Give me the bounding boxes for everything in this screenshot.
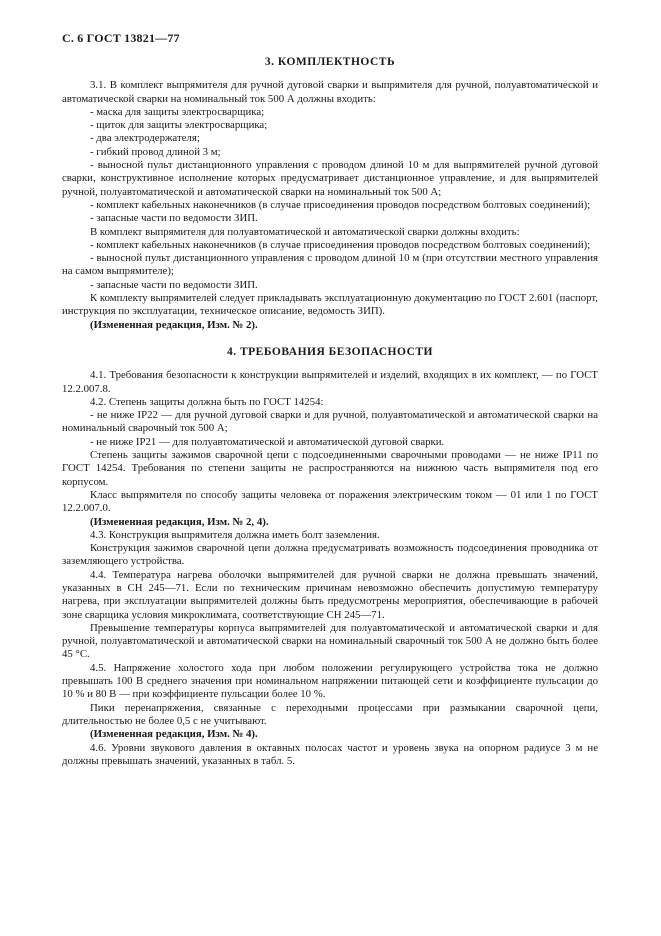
paragraph: 4.1. Требования безопасности к конструкции выпрямителей и изделий, входящих в их комплект, — по ГОСТ 12.2.007.8.: [62, 369, 598, 395]
paragraph: Пики перенапряжения, связанные с переходными процессами при размыкании сварочной цепи, длительностью не более 0,5 с не учитывают.: [62, 701, 598, 727]
paragraph: - запасные части по ведомости ЗИП.: [90, 212, 258, 225]
paragraph: Конструкция зажимов сварочной цепи должна предусматривать возможность подсоединения проводника от заземляющего устройства.: [62, 542, 598, 568]
paragraph: 4.6. Уровни звукового давления в октавных полосах частот и уровень звука на опорном радиусе 3 м не должны превышать значений, указанных в табл. 5.: [62, 741, 598, 767]
paragraph: - два электродержателя;: [90, 132, 200, 145]
paragraph: - гибкий провод длиной 3 м;: [90, 145, 221, 158]
paragraph: - не ниже IP21 — для полуавтоматической и автоматической дуговой сварки.: [90, 435, 445, 448]
section-title: 4. ТРЕБОВАНИЯ БЕЗОПАСНОСТИ: [226, 345, 434, 358]
section-body: [62, 369, 598, 768]
paragraph: - выносной пульт дистанционного управления с проводом длиной 10 м (при отсутствии местного управления на самом выпрямителе);: [62, 252, 598, 278]
paragraph: Степень защиты зажимов сварочной цепи с подсоединенными сварочными проводами — не ниже IP11 по ГОСТ 14254. Требования по степени защиты не распространяются на нижнюю часть выпрямителя под его корпусом.: [62, 449, 598, 488]
paragraph: 4.3. Конструкция выпрямителя должна иметь болт заземления.: [90, 528, 380, 541]
paragraph: В комплект выпрямителя для полуавтоматической и автоматической сварки должны входить:: [90, 225, 520, 238]
paragraph: 4.2. Степень защиты должна быть по ГОСТ 14254:: [90, 395, 324, 408]
page-header: С. 6 ГОСТ 13821—77: [62, 31, 180, 45]
amendment-note: (Измененная редакция, Изм. № 2, 4).: [90, 515, 269, 528]
paragraph: - запасные части по ведомости ЗИП.: [90, 278, 258, 291]
amendment-note: (Измененная редакция, Изм. № 2).: [90, 318, 258, 331]
paragraph: 3.1. В комплект выпрямителя для ручной дуговой сварки и выпрямителя для ручной, полуавтоматической и автоматической сварки на номинальный ток 500 А должны входить:: [62, 79, 598, 105]
paragraph: - маска для защиты электросварщика;: [90, 105, 265, 118]
document-body: [62, 52, 598, 768]
paragraph: - комплект кабельных наконечников (в случае присоединения проводов посредством болтовых соединений);: [90, 238, 591, 251]
paragraph: К комплекту выпрямителей следует прикладывать эксплуатационную документацию по ГОСТ 2.601 (паспорт, инструкция по эксплуатации, техническое описание, ведомость ЗИП).: [62, 292, 598, 318]
paragraph: - не ниже IP22 — для ручной дуговой сварки и для ручной, полуавтоматической и автоматической сварки на номинальный сварочный ток 500 А;: [62, 409, 598, 435]
paragraph: - комплект кабельных наконечников (в случае присоединения проводов посредством болтовых соединений);: [90, 198, 591, 211]
amendment-note: (Измененная редакция, Изм. № 4).: [90, 728, 258, 741]
paragraph: - щиток для защиты электросварщика;: [90, 119, 268, 132]
section-title: 3. КОМПЛЕКТНОСТЬ: [264, 56, 396, 68]
section-body: [62, 79, 598, 332]
paragraph: - выносной пульт дистанционного управления с проводом длиной 10 м для выпрямителей ручной дуговой сварки, конструктивное исполнение которых предусматривает дистанционное управление, и для выпрямителей ручной, полуавтоматической и автоматической сварки на номинальный ток 500 А;: [62, 159, 598, 198]
paragraph: 4.5. Напряжение холостого хода при любом положении регулирующего устройства тока не должно превышать 100 В среднего значения при номинальном напряжении питающей сети и коэффициенте пульсации до 10 % и 80 В — при коэффициенте пульсации более 10 %.: [62, 661, 598, 701]
paragraph: Класс выпрямителя по способу защиты человека от поражения электрическим током — 01 или 1 по ГОСТ 12.2.007.0.: [62, 488, 598, 515]
paragraph: Превышение температуры корпуса выпрямителей для полуавтоматической и автоматической сварки и для ручной, полуавтоматической и автоматической сварки на номинальный сварочный ток 500 А не должно быть более 45 °С.: [62, 621, 598, 661]
paragraph: 4.4. Температура нагрева оболочки выпрямителей для ручной сварки не должна превышать значений, указанных в СН 245—71. Если по техническим причинам невозможно обеспечить допустимую температуру нагрева, при эксплуатации выпрямителей должны быть предусмотрены мероприятия, обеспечивающие в рабочей зоне сварщика условия микроклимата, соответствующие СН 245—71.: [62, 568, 598, 621]
